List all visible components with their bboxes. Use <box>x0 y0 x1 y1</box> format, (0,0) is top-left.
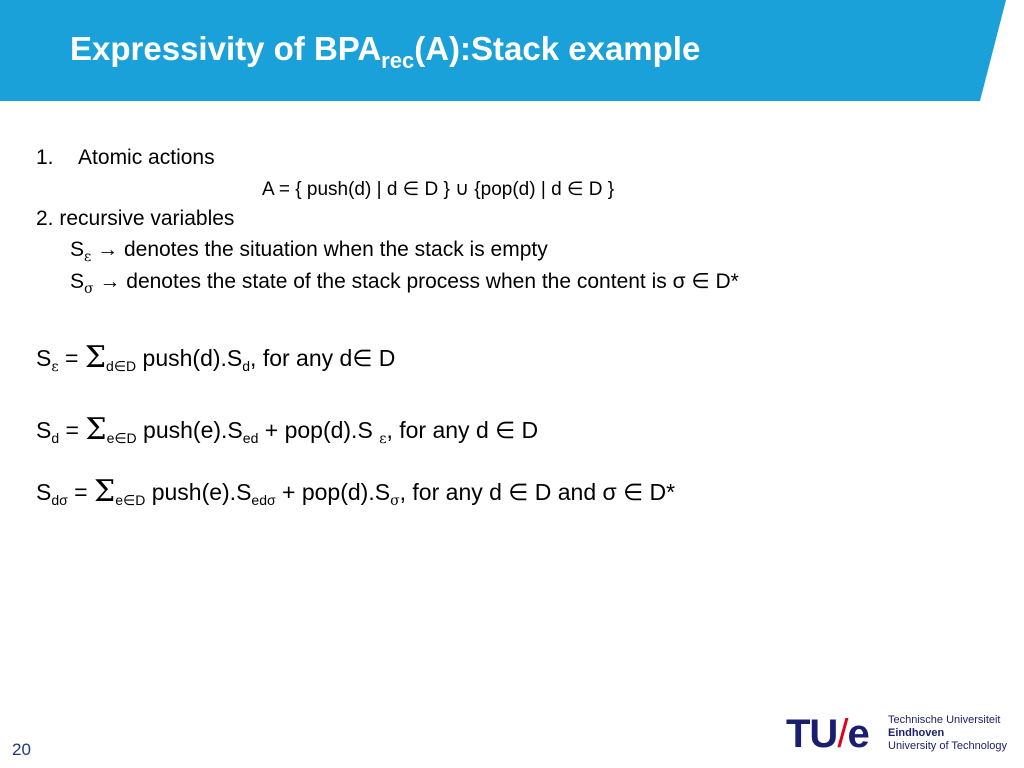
item-1-label: Atomic actions <box>78 146 215 169</box>
slide-title: Expressivity of $BPA_{rec}(A):Stack$ example <box>70 30 701 73</box>
arrow-icon: → <box>99 270 121 293</box>
atomic-action-set: A = { push(d) | d ∈ D } ∪ {pop(d) | d ∈ D } <box>262 179 615 200</box>
logo-text: Technische Universiteit Eindhoven University of Technology <box>888 714 1008 752</box>
logo-mark: TU/e <box>786 712 869 756</box>
title-bar <box>0 0 1006 101</box>
item-1 <box>36 146 215 170</box>
arrow-icon: → <box>97 238 119 261</box>
equation-s-d: $S_d = \Sigma_{e\in D}$ $push(e).S_{ed} + pop(d).S$ $_\varepsilon$, for any d ∈ D <box>36 412 539 447</box>
equation-s-d-sigma: $S_{d\sigma} = \Sigma_{e\in D}$ $push(e).S_{ed\sigma} + pop(d).S_\sigma$, for any d ∈ D and σ ∈ D* <box>36 474 676 509</box>
s-sigma-definition: $S_\sigma$ → denotes the state of the stack process when the content is σ ∈ D* <box>70 270 739 297</box>
item-1-number: 1. <box>36 146 54 169</box>
s-empty-definition: $S_\varepsilon$ → denotes the situation when the stack is empty <box>70 238 548 265</box>
tue-logo <box>786 712 1016 758</box>
equation-s-epsilon: $S_\varepsilon = \Sigma_{d\in D}$ $push(d).S_d$, for any d∈ D <box>36 340 396 375</box>
page-number: 20 <box>12 740 31 759</box>
item-2-label: 2. recursive variables <box>36 207 235 230</box>
